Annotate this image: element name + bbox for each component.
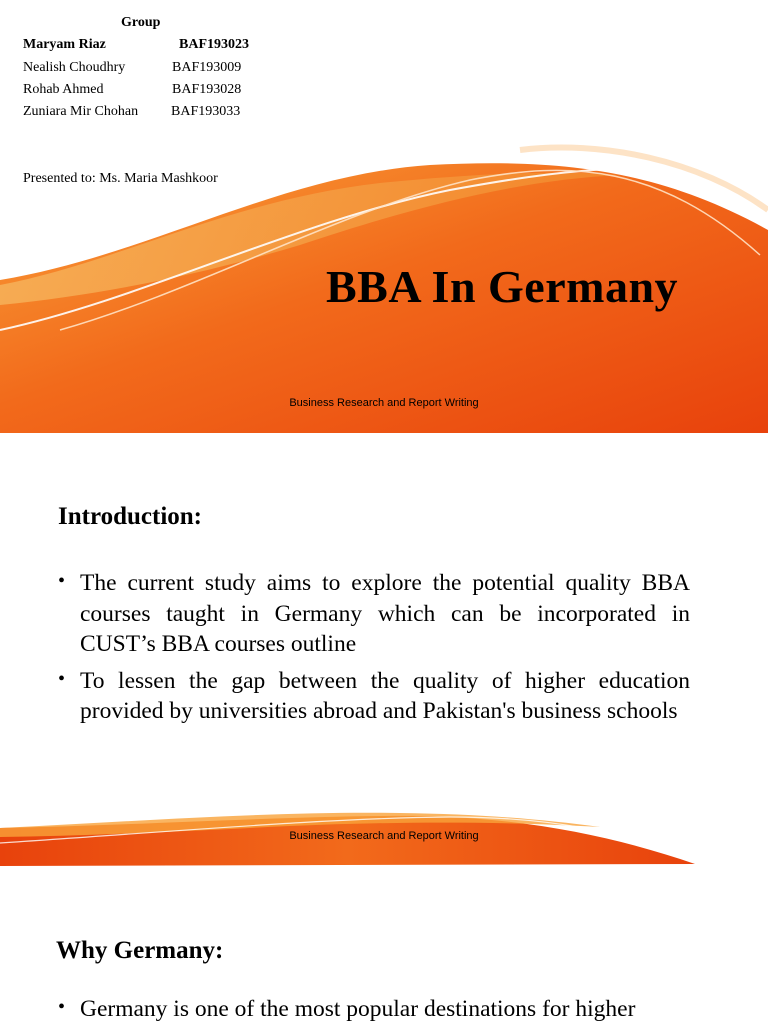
slide-footer: Business Research and Report Writing (289, 397, 479, 409)
member-id: BAF193009 (172, 60, 242, 75)
title-slide (0, 0, 768, 433)
presented-to: Presented to: Ms. Maria Mashkoor (23, 171, 218, 186)
bullet-text: To lessen the gap between the quality of higher education provided by universities abroad and Pakistan's business schools (80, 667, 690, 724)
bullet-item (58, 994, 718, 1024)
bullet-item (58, 568, 690, 660)
slide-footer: Business Research and Report Writing (289, 830, 479, 842)
member-name: Nealish Choudhry (23, 60, 126, 75)
bullet-icon: • (58, 570, 66, 592)
introduction-slide (0, 433, 768, 866)
bullet-text: Germany is one of the most popular destinations for higher (80, 996, 636, 1022)
member-id: BAF193028 (172, 82, 242, 97)
member-name: Zuniara Mir Chohan (23, 104, 139, 119)
bullet-icon: • (58, 996, 66, 1018)
member-id: BAF193023 (179, 37, 249, 52)
slide-title: BBA In Germany (326, 261, 679, 312)
member-id: BAF193033 (171, 104, 241, 119)
member-name: Rohab Ahmed (23, 82, 104, 97)
bullet-icon: • (58, 667, 66, 690)
bullet-text: The current study aims to explore the potential quality BBA courses taught in Germany which can be incorporated in CUST’s BBA courses outline (80, 570, 690, 657)
why-germany-slide (0, 866, 768, 1024)
group-heading: Group (121, 15, 161, 30)
section-heading: Introduction: (58, 503, 203, 530)
bullet-item (58, 666, 690, 727)
bullet-list (58, 994, 718, 1024)
section-heading: Why Germany: (56, 937, 224, 964)
bullet-list (58, 568, 690, 733)
member-name: Maryam Riaz (23, 37, 106, 52)
